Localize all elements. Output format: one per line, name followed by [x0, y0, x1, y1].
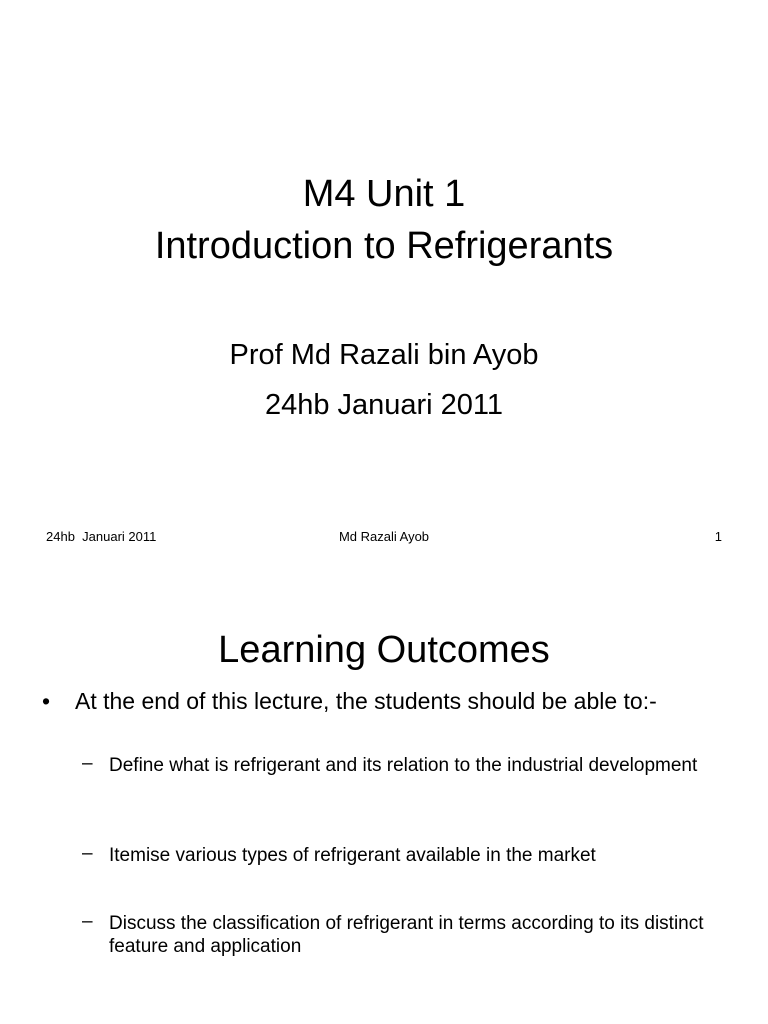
author-name: Prof Md Razali bin Ayob — [229, 339, 539, 371]
learning-outcomes-title: Learning Outcomes — [218, 629, 550, 671]
sub-item-text: Discuss the classification of refrigerant in terms according to its distinct feature and application — [109, 913, 704, 957]
presentation-date: 24hb Januari 2011 — [264, 389, 504, 421]
footer-page-number: 1 — [714, 529, 722, 544]
dash-marker: – — [82, 911, 93, 932]
footer-author: Md Razali Ayob — [338, 529, 430, 544]
slide-learning-outcomes — [0, 576, 768, 1024]
sub-item-text: Itemise various types of refrigerant available in the market — [109, 845, 596, 866]
dash-marker: – — [82, 843, 93, 864]
title-line-1: M4 Unit 1 — [302, 173, 466, 215]
bullet-marker: • — [42, 688, 51, 714]
slide-subtitle — [0, 330, 768, 430]
footer-date: 24hb Januari 2011 — [46, 529, 157, 544]
title-line-2: Introduction to Refrigerants — [154, 225, 614, 267]
bullet-text: At the end of this lecture, the students should be able to:- — [75, 688, 657, 714]
slide-title-heading — [0, 168, 768, 272]
dash-marker: – — [82, 753, 93, 774]
sub-item-text: Define what is refrigerant and its relation to the industrial development — [109, 755, 698, 776]
